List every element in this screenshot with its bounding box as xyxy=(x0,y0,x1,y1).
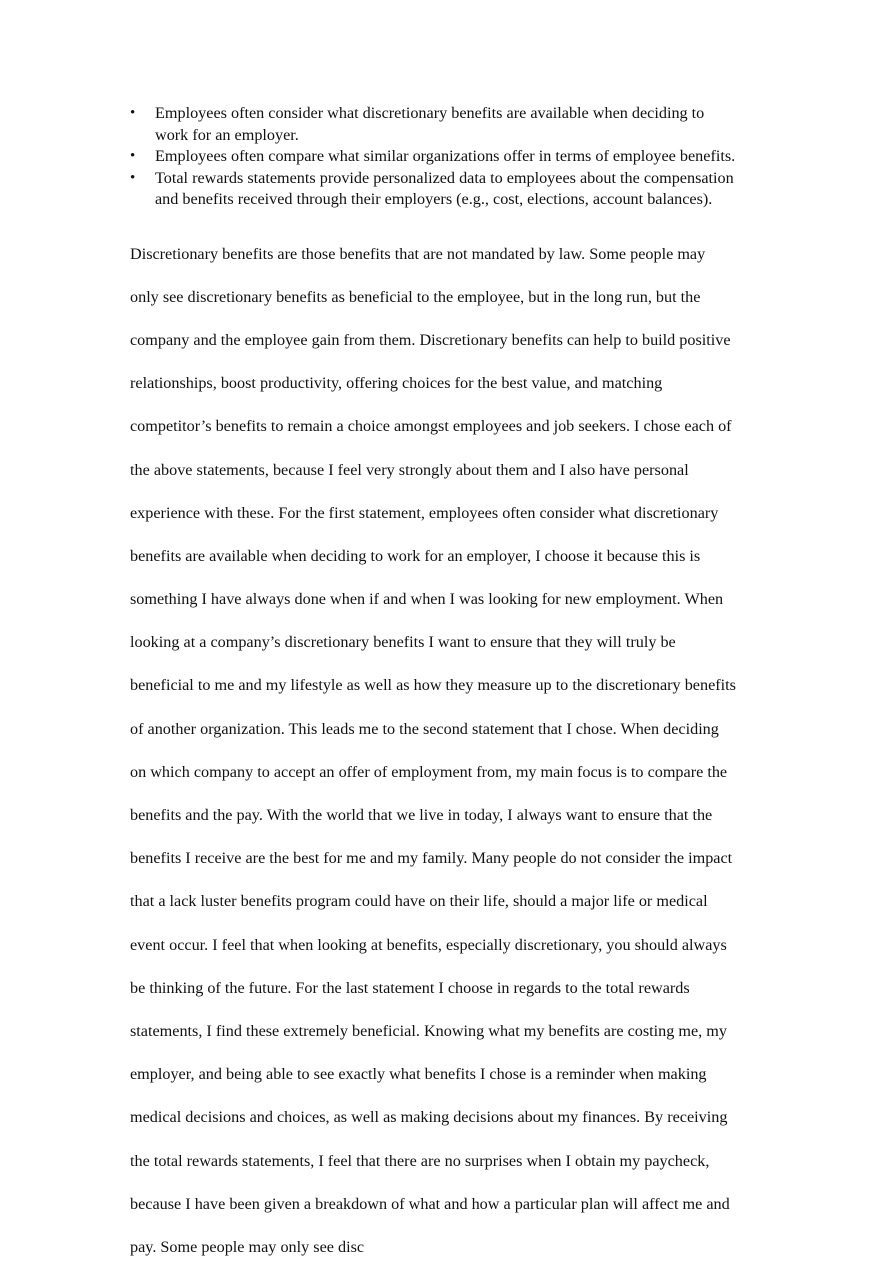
paragraph-line: pay. Some people may only see disc xyxy=(130,1237,365,1256)
bullet-dot-icon: • xyxy=(130,105,136,121)
paragraph-line: only see discretionary benefits as beneficial to the employee, but in the long run, but the xyxy=(130,287,701,306)
bullet-dot-icon: • xyxy=(130,169,136,186)
paragraph-line: beneficial to me and my lifestyle as well as how they measure up to the discretionary benefits xyxy=(130,676,736,695)
paragraph-line: benefits I receive are the best for me and my family. Many people do not consider the impact xyxy=(130,849,733,868)
paragraph-line: Discretionary benefits are those benefits that are not mandated by law. Some people may xyxy=(130,244,706,263)
paragraph-line: company and the employee gain from them. Discretionary benefits can help to build positive xyxy=(130,330,731,349)
paragraph-line: employer, and being able to see exactly what benefits I chose is a reminder when making xyxy=(130,1065,707,1084)
bullet-item-1 xyxy=(130,103,790,146)
paragraph-line: benefits and the pay. With the world that we live in today, I always want to ensure that the xyxy=(130,806,713,825)
paragraph-line: experience with these. For the first statement, employees often consider what discretionary xyxy=(130,503,719,522)
paragraph-line: be thinking of the future. For the last statement I choose in regards to the total rewards xyxy=(130,978,690,997)
bullet-line: Employees often compare what similar organizations offer in terms of employee benefits. xyxy=(155,147,736,166)
paragraph-line: something I have always done when if and when I was looking for new employment. When xyxy=(130,590,724,609)
bullet-line: work for an employer. xyxy=(155,125,299,144)
paragraph-line: relationships, boost productivity, offering choices for the best value, and matching xyxy=(130,374,663,393)
paragraph-line: on which company to accept an offer of employment from, my main focus is to compare the xyxy=(130,762,728,781)
bullet-line: Employees often consider what discretionary benefits are available when deciding to xyxy=(155,104,705,122)
bullet-line: Total rewards statements provide personalized data to employees about the compensation xyxy=(155,168,734,187)
bullet-item-2 xyxy=(130,146,790,168)
paragraph-line: of another organization. This leads me to the second statement that I chose. When deciding xyxy=(130,719,719,738)
bullet-line: and benefits received through their employers (e.g., cost, elections, account balances). xyxy=(155,190,713,209)
body-paragraph xyxy=(130,222,790,1280)
paragraph-line: event occur. I feel that when looking at benefits, especially discretionary, you should always xyxy=(130,935,727,954)
paragraph-line: competitor’s benefits to remain a choice amongst employees and job seekers. I chose each of xyxy=(130,417,732,436)
paragraph-line: because I have been given a breakdown of what and how a particular plan will affect me and xyxy=(130,1194,730,1213)
bullet-dot-icon: • xyxy=(130,148,136,165)
bullet-item-3 xyxy=(130,168,790,211)
paragraph-line: statements, I find these extremely beneficial. Knowing what my benefits are costing me, my xyxy=(130,1021,727,1040)
bullet-list xyxy=(130,103,790,211)
paragraph-line: that a lack luster benefits program could have on their life, should a major life or medical xyxy=(130,892,708,911)
paragraph-line: the total rewards statements, I feel that there are no surprises when I obtain my paycheck, xyxy=(130,1151,710,1170)
paragraph-line: benefits are available when deciding to work for an employer, I choose it because this is xyxy=(130,546,701,565)
paragraph-line: the above statements, because I feel very strongly about them and I also have personal xyxy=(130,460,689,479)
paragraph-line: looking at a company’s discretionary benefits I want to ensure that they will truly be xyxy=(130,633,676,652)
paragraph-line: medical decisions and choices, as well as making decisions about my finances. By receiving xyxy=(130,1108,728,1127)
